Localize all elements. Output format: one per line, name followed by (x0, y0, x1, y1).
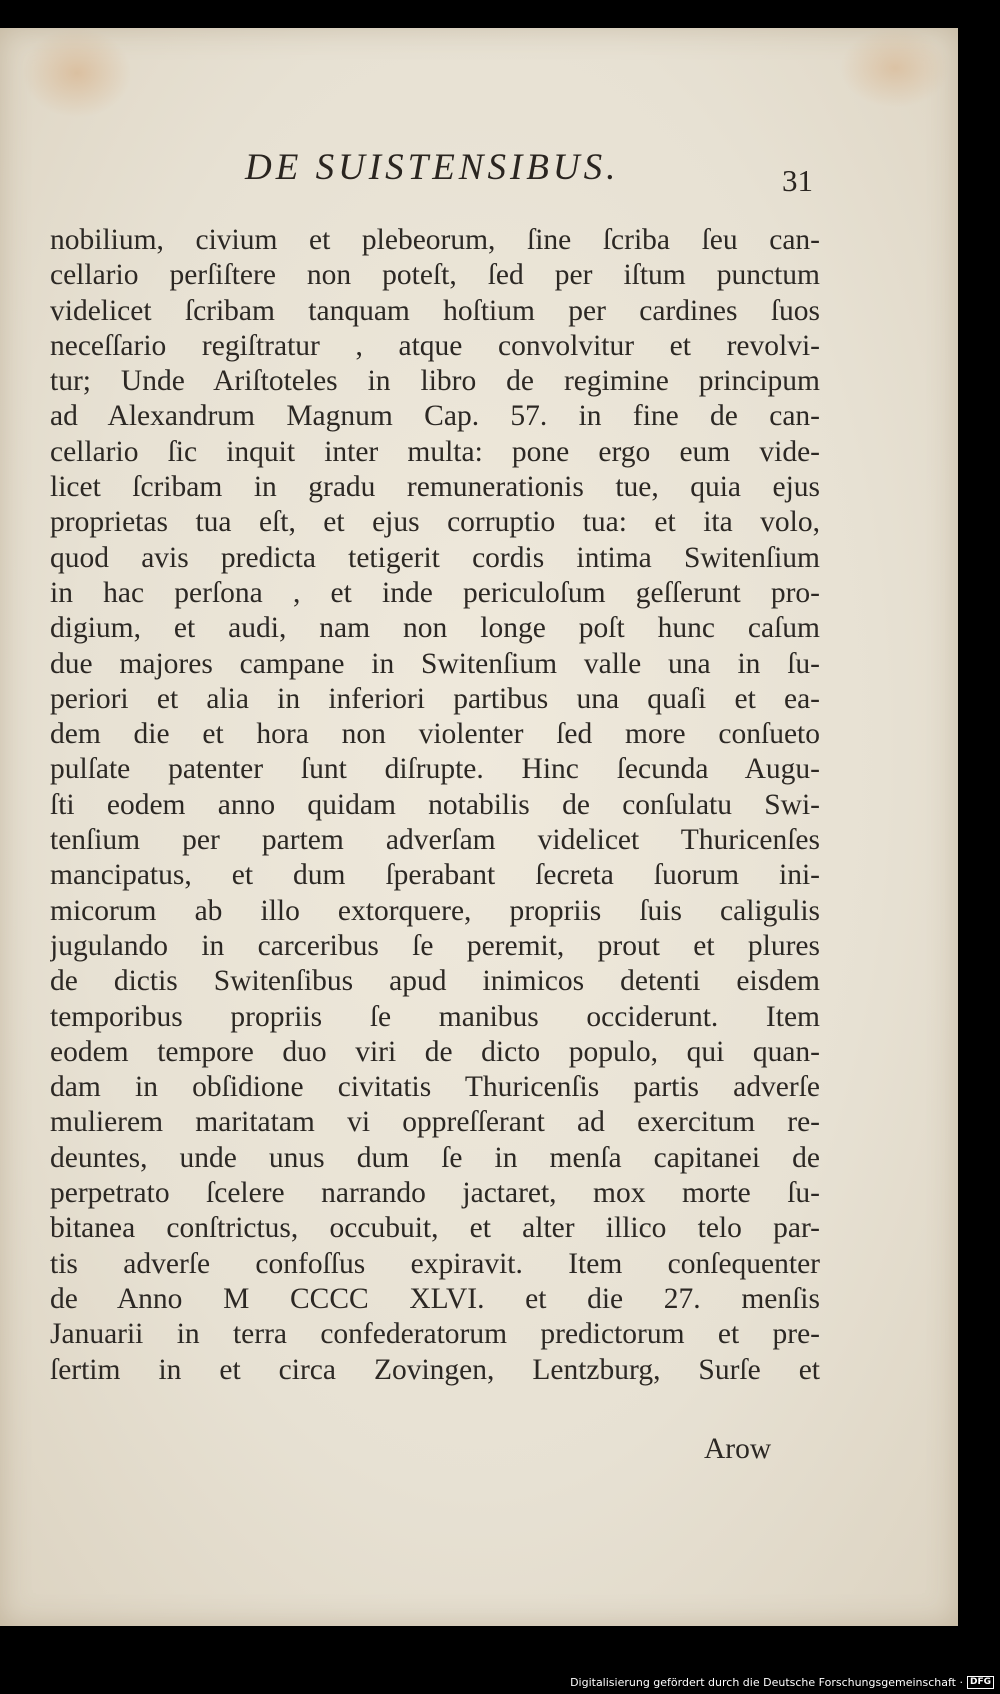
foxing-stain (840, 28, 950, 108)
text-line: neceſſario regiſtratur , atque convolvitur et revolvi- (50, 329, 820, 362)
foxing-stain (22, 28, 132, 118)
page-number: 31 (782, 163, 813, 198)
text-line: periori et alia in inferiori partibus una quaſi et ea- (50, 682, 820, 715)
digitization-credit (570, 1676, 994, 1689)
text-line: quod avis predicta tetigerit cordis intima Switenſium (50, 541, 820, 574)
text-line: proprietas tua eſt, et ejus corruptio tua: et ita volo, (50, 506, 820, 539)
text-line: licet ſcribam in gradu remunerationis tue, quia ejus (50, 471, 820, 504)
running-head: DE SUISTENSIBUS. (245, 147, 620, 188)
text-line: tis adverſe confoſſus expiravit. Item conſequenter (50, 1247, 820, 1280)
text-line: cellario perſiſtere non poteſt, ſed per iſtum punctum (50, 259, 820, 292)
credit-text: Digitalisierung gefördert durch die Deutsche Forschungsgemeinschaft · (570, 1676, 963, 1689)
text-line: nobilium, civium et plebeorum, ſine ſcriba ſeu can- (50, 224, 820, 256)
text-line: ad Alexandrum Magnum Cap. 57. in fine de can- (50, 400, 820, 433)
text-line: digium, et audi, nam non longe poſt hunc caſum (50, 612, 820, 645)
dfg-logo: DFG (967, 1676, 994, 1689)
text-line: Januarii in terra confederatorum predictorum et pre- (50, 1318, 820, 1351)
book-page (0, 28, 958, 1626)
text-line: jugulando in carceribus ſe peremit, prout et plures (50, 929, 820, 962)
text-line: mulierem maritatam vi oppreſſerant ad exercitum re- (50, 1106, 820, 1139)
text-line: bitanea conſtrictus, occubuit, et alter illico telo par- (50, 1212, 820, 1245)
text-line: dam in obſidione civitatis Thuricenſis partis adverſe (50, 1071, 820, 1104)
text-line: pulſate patenter ſunt diſrupte. Hinc ſecunda Augu- (50, 753, 820, 786)
text-line: de dictis Switenſibus apud inimicos detenti eisdem (50, 965, 820, 998)
text-line: ſti eodem anno quidam notabilis de conſulatu Swi- (50, 788, 820, 821)
text-line: micorum ab illo extorquere, propriis ſuis caligulis (50, 894, 820, 927)
text-line: ſertim in et circa Zovingen, Lentzburg, Surſe et (50, 1353, 820, 1386)
text-line: eodem tempore duo viri de dicto populo, qui quan- (50, 1035, 820, 1068)
text-line: cellario ſic inquit inter multa: pone ergo eum vide- (50, 435, 820, 468)
text-line: videlicet ſcribam tanquam hoſtium per cardines ſuos (50, 294, 820, 327)
catchword: Arow (704, 1433, 772, 1465)
text-line: de Anno M CCCC XLVI. et die 27. menſis (50, 1282, 820, 1315)
text-line: tur; Unde Ariſtoteles in libro de regimine principum (50, 365, 820, 398)
text-line: in hac perſona , et inde periculoſum geſſerunt pro- (50, 576, 820, 609)
text-line: perpetrato ſcelere narrando jactaret, mox morte ſu- (50, 1177, 820, 1210)
text-line: tenſium per partem adverſam videlicet Thuricenſes (50, 824, 820, 857)
text-line: mancipatus, et dum ſperabant ſecreta ſuorum ini- (50, 859, 820, 892)
text-line: temporibus propriis ſe manibus occiderunt. Item (50, 1000, 820, 1033)
body-text (50, 223, 820, 1388)
text-line: dem die et hora non violenter ſed more conſueto (50, 718, 820, 751)
text-line: deuntes, unde unus dum ſe in menſa capitanei de (50, 1141, 820, 1174)
text-line: due majores campane in Switenſium valle una in ſu- (50, 647, 820, 680)
